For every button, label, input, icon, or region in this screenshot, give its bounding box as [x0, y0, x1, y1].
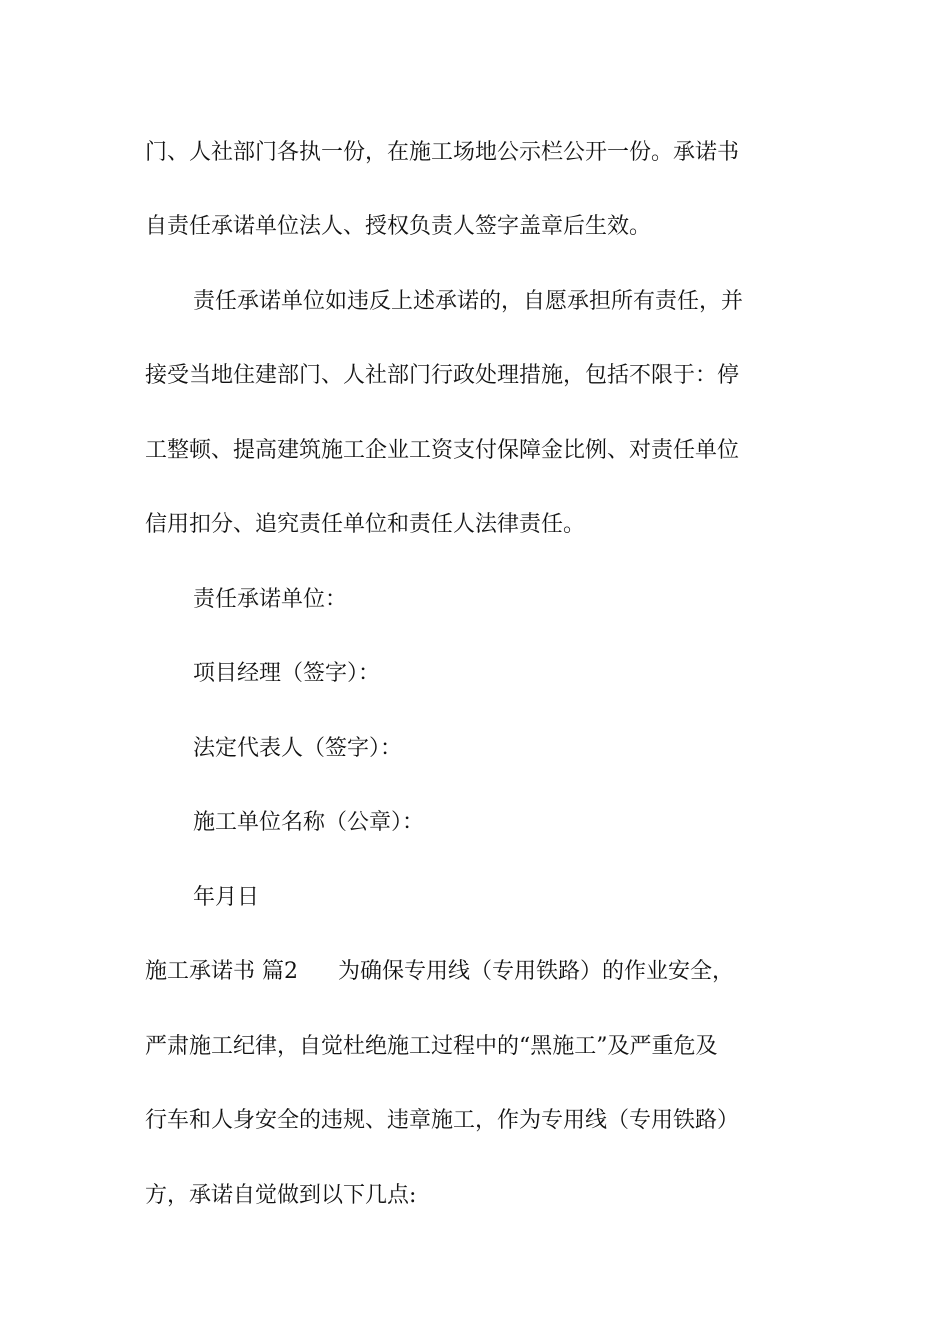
signature-company-seal-label: 施工单位名称（公章）：	[193, 810, 425, 835]
paragraph-line: 严肃施工纪律，自觉杜绝施工过程中的“黑施工”及严重危及	[145, 1034, 718, 1059]
paragraph-line: 为确保专用线（专用铁路）的作业安全，	[338, 959, 735, 984]
paragraph-line: 信用扣分、追究责任单位和责任人法律责任。	[145, 512, 586, 537]
signature-unit-label: 责任承诺单位：	[193, 587, 348, 612]
paragraph-line: 工整顿、提高建筑施工企业工资支付保障金比例、对责任单位	[145, 438, 740, 463]
paragraph-line: 自责任承诺单位法人、授权负责人签字盖章后生效。	[145, 214, 652, 239]
signature-legal-rep-label: 法定代表人（签字）：	[193, 736, 403, 761]
signature-project-manager-label: 项目经理（签字）：	[193, 661, 381, 686]
paragraph-line: 行车和人身安全的违规、违章施工，作为专用线（专用铁路）	[145, 1108, 740, 1133]
paragraph-line: 责任承诺单位如违反上述承诺的，自愿承担所有责任，并	[193, 289, 744, 314]
paragraph-line: 接受当地住建部门、人社部门行政处理措施，包括不限于：停	[145, 363, 740, 388]
section2-first-line	[145, 956, 734, 988]
signature-date-label: 年月日	[193, 885, 260, 910]
paragraph-line: 门、人社部门各执一份，在施工场地公示栏公开一份。承诺书	[145, 140, 740, 165]
section2-heading: 施工承诺书 篇2	[145, 959, 298, 984]
paragraph-line: 方，承诺自觉做到以下几点:	[145, 1183, 417, 1208]
